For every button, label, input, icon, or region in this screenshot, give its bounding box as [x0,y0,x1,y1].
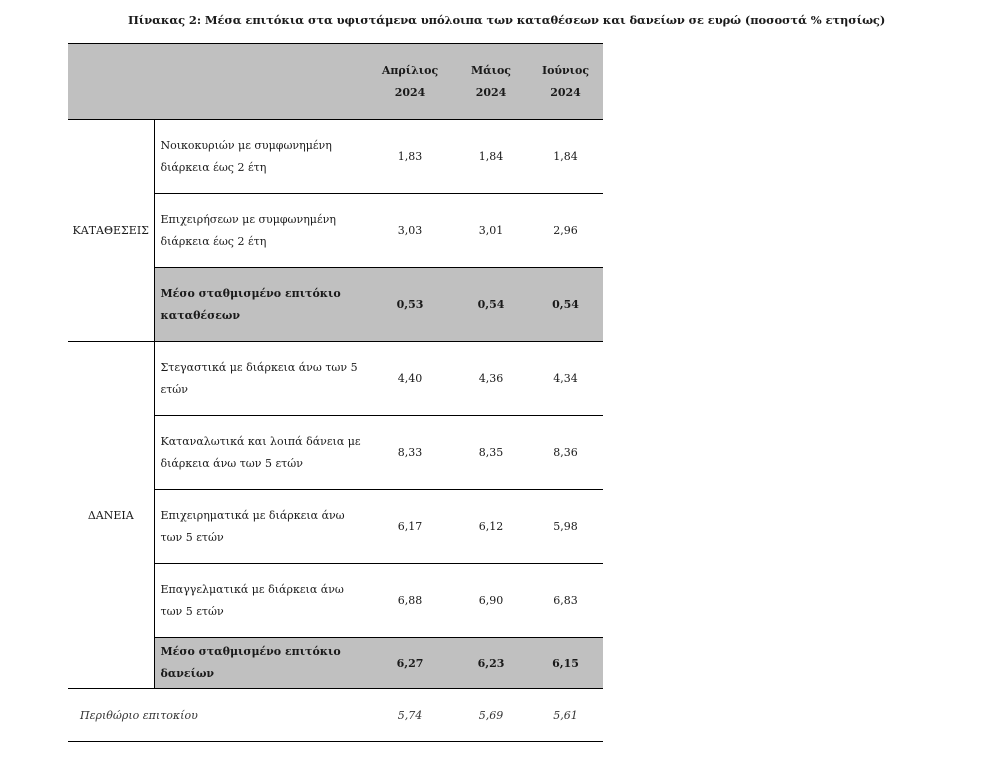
row-label: Επιχειρήσεων με συμφωνημένη διάρκεια έως 2 έτη [154,194,366,268]
group-label-loans: ΔΑΝΕΙΑ [68,342,154,689]
header-row [68,44,603,120]
column-year: 2024 [394,85,426,99]
row-label: Περιθώριο επιτοκίου [68,689,366,742]
value-cell: 8,35 [454,416,528,490]
value-cell: 0,54 [454,268,528,342]
row-label: Επαγγελματικά με διάρκεια άνω των 5 ετών [154,564,366,638]
column-month: Απρίλιος [381,63,439,77]
table-caption: Πίνακας 2: Μέσα επιτόκια στα υφιστάμενα υπόλοιπα των καταθέσεων και δανείων σε ευρώ (ποσοστά % ετησίως) [128,13,886,27]
value-cell: 3,03 [366,194,454,268]
value-cell: 6,17 [366,490,454,564]
column-year: 2024 [550,85,581,99]
value-cell: 5,69 [454,689,528,742]
table-row [68,120,603,194]
row-label: Μέσο σταθμισμένο επιτόκιο καταθέσεων [154,268,366,342]
value-cell: 6,88 [366,564,454,638]
value-cell: 6,90 [454,564,528,638]
value-cell: 6,15 [528,638,603,689]
value-cell: 3,01 [454,194,528,268]
value-cell: 6,23 [454,638,528,689]
column-month: Μάιος [471,63,511,77]
value-cell: 5,61 [528,689,603,742]
value-cell: 5,74 [366,689,454,742]
value-cell: 8,33 [366,416,454,490]
column-year: 2024 [475,85,507,99]
group-label-deposits: ΚΑΤΑΘΕΣΕΙΣ [68,120,154,342]
row-label: Καταναλωτικά και λοιπά δάνεια με διάρκεια άνω των 5 ετών [154,416,366,490]
column-header-may [454,44,528,120]
value-cell: 0,54 [528,268,603,342]
value-cell: 4,40 [366,342,454,416]
table-row [68,342,603,416]
column-header-june [528,44,603,120]
value-cell: 2,96 [528,194,603,268]
row-label: Στεγαστικά με διάρκεια άνω των 5 ετών [154,342,366,416]
interest-rates-table [68,43,603,742]
row-label: Μέσο σταθμισμένο επιτόκιο δανείων [154,638,366,689]
value-cell: 1,84 [454,120,528,194]
value-cell: 6,12 [454,490,528,564]
value-cell: 5,98 [528,490,603,564]
value-cell: 1,84 [528,120,603,194]
row-label: Επιχειρηματικά με διάρκεια άνω των 5 ετών [154,490,366,564]
value-cell: 6,83 [528,564,603,638]
header-blank-cell [68,44,366,120]
value-cell: 4,36 [454,342,528,416]
value-cell: 8,36 [528,416,603,490]
value-cell: 6,27 [366,638,454,689]
value-cell: 0,53 [366,268,454,342]
value-cell: 1,83 [366,120,454,194]
column-header-april [366,44,454,120]
interest-margin-row [68,689,603,742]
row-label: Νοικοκυριών με συμφωνημένη διάρκεια έως 2 έτη [154,120,366,194]
column-month: Ιούνιος [541,63,590,77]
value-cell: 4,34 [528,342,603,416]
